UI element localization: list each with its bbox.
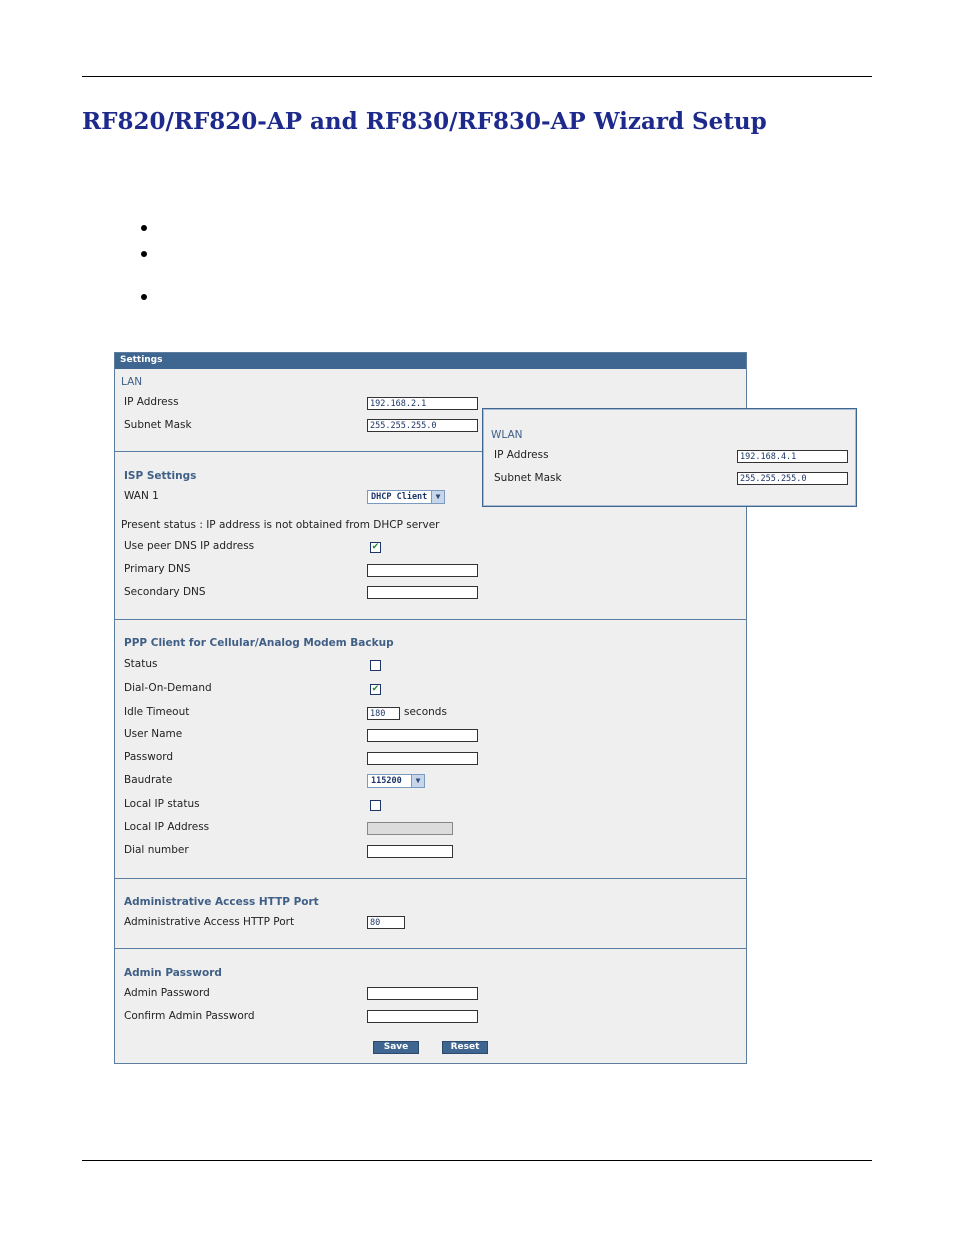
bullet-1 [141, 225, 147, 231]
isp-section-title: ISP Settings [124, 470, 197, 482]
idle-timeout-input[interactable]: 180 [367, 707, 400, 720]
chevron-down-icon[interactable]: ▼ [411, 775, 424, 787]
wlan-mask-input[interactable]: 255.255.255.0 [737, 472, 848, 485]
http-port-input[interactable]: 80 [367, 916, 405, 929]
ppp-password-label: Password [124, 751, 174, 763]
local-ip-input[interactable] [367, 822, 453, 835]
wan-label: WAN 1 [124, 490, 159, 502]
section-divider [115, 948, 746, 949]
ppp-status-checkbox[interactable] [370, 660, 381, 671]
header-rule [82, 76, 872, 77]
wlan-ip-label: IP Address [494, 449, 549, 461]
dial-number-label: Dial number [124, 844, 189, 856]
reset-button[interactable]: Reset [442, 1041, 488, 1054]
primary-dns-label: Primary DNS [124, 563, 191, 575]
page-title: RF820/RF820-AP and RF830/RF830-AP Wizard Setup [82, 108, 767, 135]
peer-dns-checkbox[interactable] [370, 542, 381, 553]
admin-password-section-title: Admin Password [124, 967, 222, 979]
secondary-dns-label: Secondary DNS [124, 586, 206, 598]
section-divider [115, 878, 746, 879]
admin-password-input[interactable] [367, 987, 478, 1000]
lan-mask-input[interactable]: 255.255.255.0 [367, 419, 478, 432]
wlan-section-title: WLAN [491, 429, 523, 441]
http-port-label: Administrative Access HTTP Port [124, 916, 295, 928]
wlan-settings-callout [482, 408, 857, 507]
ppp-username-label: User Name [124, 728, 183, 740]
save-button[interactable]: Save [373, 1041, 419, 1054]
lan-mask-label: Subnet Mask [124, 419, 192, 431]
local-ip-status-label: Local IP status [124, 798, 200, 810]
primary-dns-input[interactable] [367, 564, 478, 577]
ppp-status-label: Status [124, 658, 158, 670]
confirm-password-input[interactable] [367, 1010, 478, 1023]
check-icon: ✔ [371, 684, 380, 694]
confirm-password-label: Confirm Admin Password [124, 1010, 255, 1022]
peer-dns-label: Use peer DNS IP address [124, 540, 255, 552]
idle-timeout-unit: seconds [404, 706, 447, 718]
section-divider [115, 619, 746, 620]
check-icon: ✔ [371, 542, 380, 552]
lan-section-title: LAN [121, 376, 143, 388]
dhcp-status-text: Present status : IP address is not obtained from DHCP server [121, 519, 440, 531]
ppp-password-input[interactable] [367, 752, 478, 765]
http-port-section-title: Administrative Access HTTP Port [124, 896, 319, 908]
admin-password-label: Admin Password [124, 987, 210, 999]
baudrate-select[interactable] [367, 774, 425, 788]
wan-select-value: DHCP Client [371, 492, 428, 502]
baudrate-label: Baudrate [124, 774, 173, 786]
lan-ip-input[interactable]: 192.168.2.1 [367, 397, 478, 410]
dial-on-demand-checkbox[interactable] [370, 684, 381, 695]
ppp-username-input[interactable] [367, 729, 478, 742]
chevron-down-icon[interactable]: ▼ [431, 491, 444, 503]
wlan-mask-label: Subnet Mask [494, 472, 562, 484]
ppp-section-title: PPP Client for Cellular/Analog Modem Backup [124, 637, 394, 649]
lan-ip-label: IP Address [124, 396, 179, 408]
bullet-3 [141, 294, 147, 300]
wan-select[interactable] [367, 490, 445, 504]
secondary-dns-input[interactable] [367, 586, 478, 599]
baudrate-select-value: 115200 [371, 776, 402, 786]
dial-on-demand-label: Dial-On-Demand [124, 682, 212, 694]
local-ip-label: Local IP Address [124, 821, 210, 833]
bullet-2 [141, 251, 147, 257]
local-ip-status-checkbox[interactable] [370, 800, 381, 811]
footer-rule [82, 1160, 872, 1161]
settings-panel-header: Settings [115, 353, 746, 369]
wlan-ip-input[interactable]: 192.168.4.1 [737, 450, 848, 463]
dial-number-input[interactable] [367, 845, 453, 858]
idle-timeout-label: Idle Timeout [124, 706, 190, 718]
